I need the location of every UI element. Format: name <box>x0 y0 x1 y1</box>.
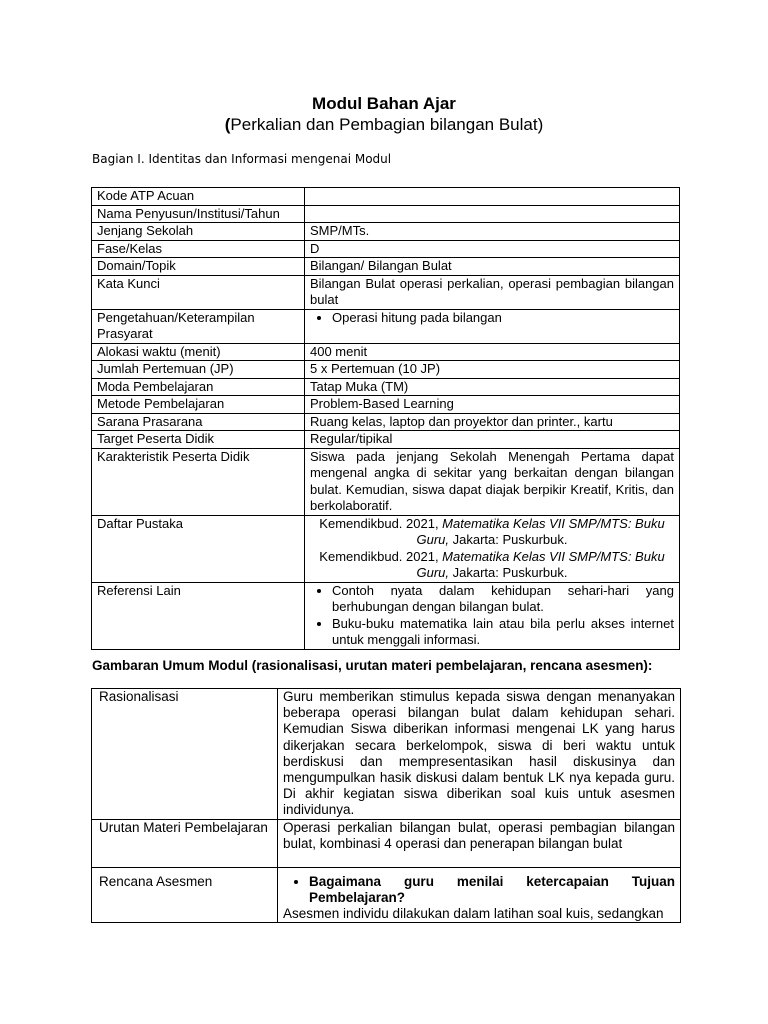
row-key: Jumlah Pertemuan (JP) <box>92 361 305 379</box>
row-value: D <box>305 240 680 258</box>
row-value: SMP/MTs. <box>305 223 680 241</box>
row-value <box>305 188 680 206</box>
table-row <box>92 188 680 206</box>
table-row <box>92 275 680 309</box>
table-row <box>92 819 681 867</box>
overview-table <box>91 688 681 923</box>
assessment-list <box>283 874 675 906</box>
table-row <box>92 258 680 276</box>
reference-2: Kemendikbud. 2021, Matematika Kelas VII SMP/MTS: Buku Guru, Jakarta: Puskurbuk. <box>319 548 665 580</box>
row-key: Referensi Lain <box>92 582 305 649</box>
row-key: Alokasi waktu (menit) <box>92 343 305 361</box>
table-row <box>92 205 680 223</box>
prerequisite-list <box>310 310 674 327</box>
row-key: Moda Pembelajaran <box>92 378 305 396</box>
row-key: Target Peserta Didik <box>92 431 305 449</box>
table-row <box>92 343 680 361</box>
row-key: Metode Pembelajaran <box>92 396 305 414</box>
other-references-cell <box>305 582 680 649</box>
table-row <box>92 223 680 241</box>
row-value: Tatap Muka (TM) <box>305 378 680 396</box>
row-value: Bilangan Bulat operasi perkalian, operasi pembagian bilangan bulat <box>305 275 680 309</box>
row-value: 400 menit <box>305 343 680 361</box>
row-key: Nama Penyusun/Institusi/Tahun <box>92 205 305 223</box>
row-value <box>305 205 680 223</box>
row-key: Rasionalisasi <box>92 689 278 820</box>
table-row <box>92 240 680 258</box>
table-row <box>92 689 681 820</box>
title-line-1: Modul Bahan Ajar <box>312 94 456 113</box>
table-row <box>92 361 680 379</box>
row-key: Kode ATP Acuan <box>92 188 305 206</box>
row-key: Sarana Prasarana <box>92 413 305 431</box>
title-paren: ( <box>224 115 231 134</box>
other-references-list <box>310 583 674 649</box>
row-key: Karakteristik Peserta Didik <box>92 448 305 515</box>
title-line-2-text: Perkalian dan Pembagian bilangan Bulat) <box>230 115 544 134</box>
title-line-2 <box>0 114 768 136</box>
row-value: Guru memberikan stimulus kepada siswa dengan menanyakan beberapa operasi bilangan bulat dalam kehidupan sehari. Kemudian Siswa diberikan informasi mengenai LK yang harus dikerjakan secara berkelompok, siswa di beri waktu untuk berdiskusi dan mempresentasikan hasil diskusinya dan mengumpulkan hasik diskusi dalam bentuk LK nya kepada guru. Di akhir kegiatan siswa diberikan soal kuis untuk asesmen individunya. <box>278 689 681 820</box>
list-item: • Operasi hitung pada bilangan <box>332 310 674 327</box>
row-value: 5 x Pertemuan (10 JP) <box>305 361 680 379</box>
list-item: • Contoh nyata dalam kehidupan sehari-hari yang berhubungan dengan bilangan bulat. <box>332 583 674 616</box>
row-key: Pengetahuan/Keterampilan Prasyarat <box>92 309 305 343</box>
overview-heading: Gambaran Umum Modul (rasionalisasi, urutan materi pembelajaran, rencana asesmen): <box>92 658 653 673</box>
assessment-text: Asesmen individu dilakukan dalam latihan soal kuis, sedangkan <box>283 906 664 922</box>
references-cell <box>305 515 680 582</box>
row-key: Kata Kunci <box>92 275 305 309</box>
list-item: • Buku-buku matematika lain atau bila perlu akses internet untuk menggali informasi. <box>332 616 674 649</box>
row-key: Daftar Pustaka <box>92 515 305 582</box>
table-row <box>92 867 681 923</box>
row-key: Jenjang Sekolah <box>92 223 305 241</box>
row-value: Siswa pada jenjang Sekolah Menengah Pertama dapat mengenal angka di sekitar yang berkaitan dengan bilangan bulat. Kemudian, siswa dapat diajak berpikir Kreatif, Kritis, dan berkolaboratif. <box>305 448 680 515</box>
table-row <box>92 431 680 449</box>
table-row <box>92 413 680 431</box>
table-row <box>92 378 680 396</box>
row-value <box>278 867 681 923</box>
table-row <box>92 515 680 582</box>
row-key: Fase/Kelas <box>92 240 305 258</box>
row-value: Operasi perkalian bilangan bulat, operasi pembagian bilangan bulat, kombinasi 4 operasi dan penerapan bilangan bulat <box>278 819 681 867</box>
document-title <box>0 94 768 136</box>
table-row <box>92 396 680 414</box>
reference-1: Kemendikbud. 2021, Matematika Kelas VII SMP/MTS: Buku Guru, Jakarta: Puskurbuk. <box>319 515 665 547</box>
row-value: Ruang kelas, laptop dan proyektor dan printer., kartu <box>305 413 680 431</box>
section-1-heading: Bagian I. Identitas dan Informasi mengenai Modul <box>92 152 392 166</box>
table-row <box>92 448 680 515</box>
row-key: Domain/Topik <box>92 258 305 276</box>
row-value: Problem-Based Learning <box>305 396 680 414</box>
row-key: Urutan Materi Pembelajaran <box>92 819 278 867</box>
row-value: Regular/tipikal <box>305 431 680 449</box>
assessment-question: • Bagaimana guru menilai ketercapaian Tujuan Pembelajaran? <box>309 874 675 906</box>
table-row <box>92 309 680 343</box>
row-value <box>305 309 680 343</box>
row-key: Rencana Asesmen <box>92 867 278 923</box>
identity-table <box>91 187 680 650</box>
row-value: Bilangan/ Bilangan Bulat <box>305 258 680 276</box>
table-row <box>92 582 680 649</box>
